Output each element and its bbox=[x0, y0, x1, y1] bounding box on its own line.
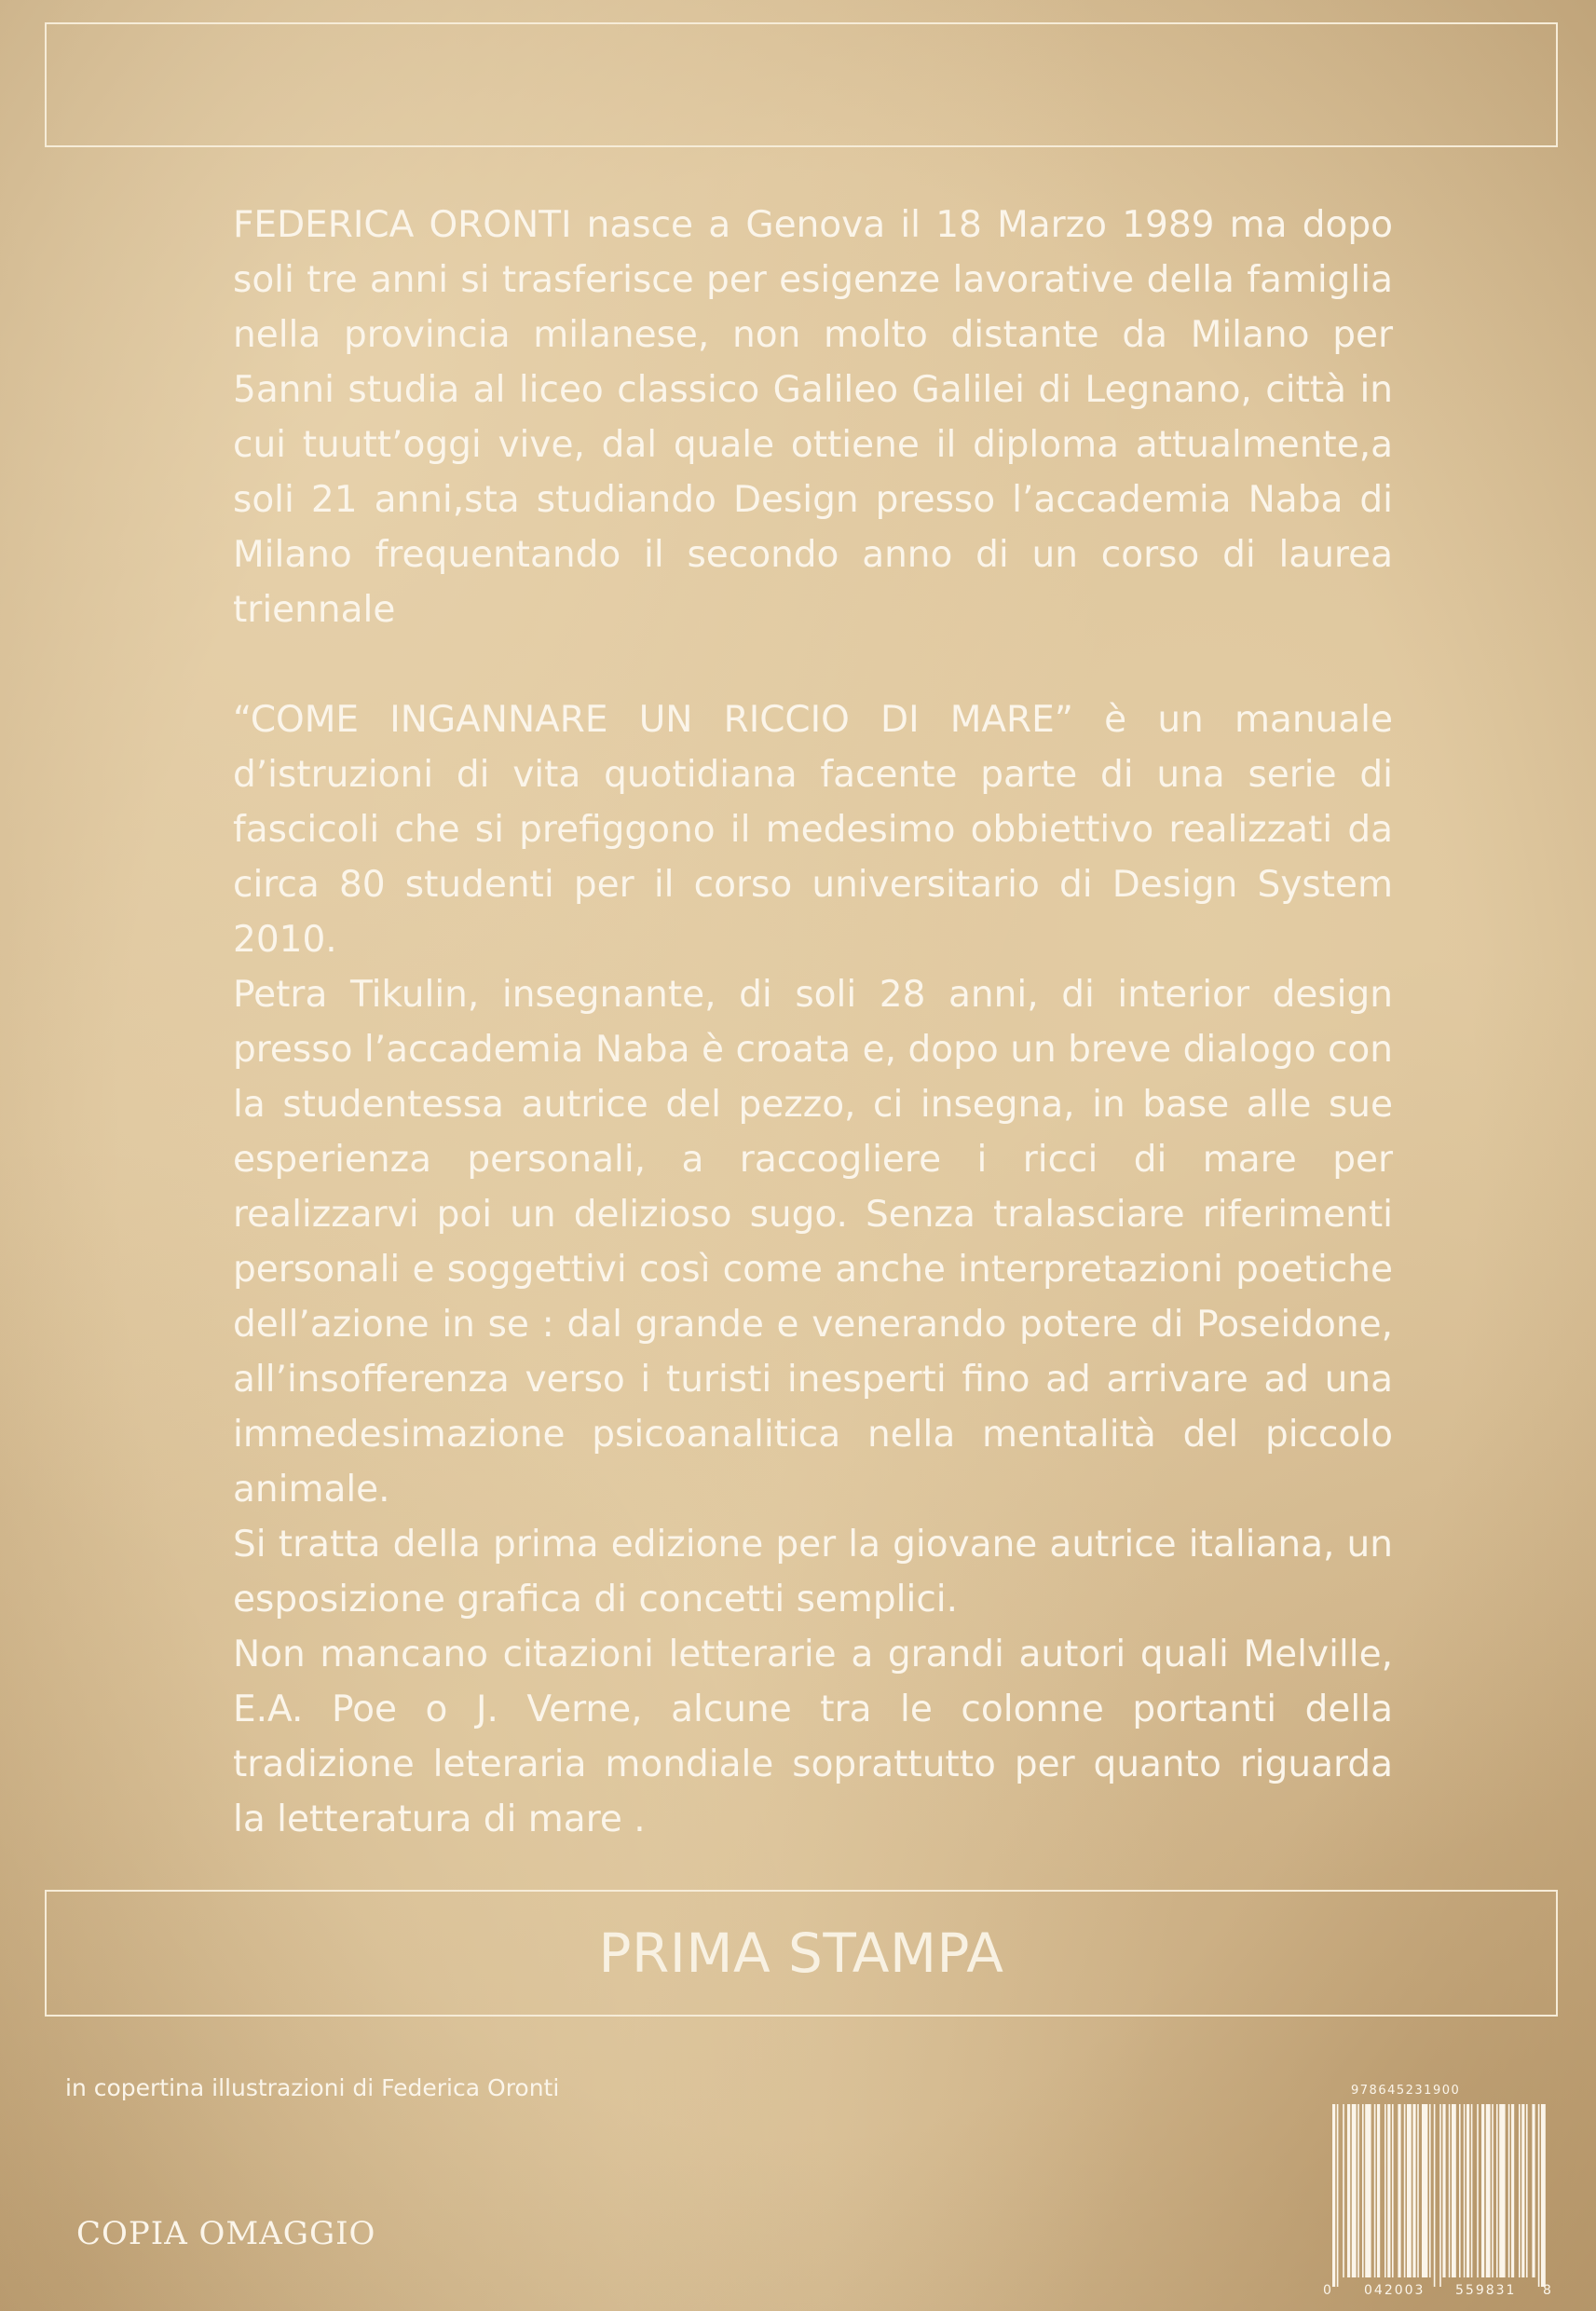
teacher-paragraph: Petra Tikulin, insegnante, di soli 28 anni, di interior design presso l’accademia Naba è croata e, dopo un breve dialogo con la studentessa autrice del pezzo, ci insegna, in base alle sue esperienza personali, a raccogliere i ricci di mare per realizzarvi poi un delizioso sugo. Senza tralasciare riferimenti personali e soggettivi così come anche interpretazioni poetiche dell’azione in se : dal grande e venerando potere di Poseidone, all’insofferenza verso i turisti inesperti fino ad arrivare ad una immedesimazione psicoanalitica nella mentalità del piccolo animale. bbox=[233, 974, 1393, 1511]
cover-credit: in copertina illustrazioni di Federica Oronti bbox=[65, 2074, 560, 2101]
back-cover-text bbox=[233, 198, 1393, 1847]
paragraph-gap bbox=[233, 637, 1393, 692]
copia-omaggio-label: COPIA OMAGGIO bbox=[76, 2215, 376, 2252]
author-bio-paragraph: FEDERICA ORONTI nasce a Genova il 18 Marzo 1989 ma dopo soli tre anni si trasferisce per esigenze lavorative della famiglia nella provincia milanese, non molto distante da Milano per 5anni studia al liceo classico Galileo Galilei di Legnano, città in cui tuutt’oggi vive, dal quale ottiene il diploma attualmente,a soli 21 anni,sta studiando Design presso l’accademia Naba di Milano frequentando il secondo anno di un corso di laurea triennale bbox=[233, 204, 1393, 631]
barcode bbox=[1323, 2084, 1554, 2307]
barcode-bars-icon bbox=[1323, 2104, 1554, 2287]
barcode-top-number: 978645231900 bbox=[1351, 2084, 1461, 2098]
stampa-box bbox=[45, 1890, 1558, 2017]
book-description-paragraph: “COME INGANNARE UN RICCIO DI MARE” è un manuale d’istruzioni di vita quotidiana facente parte di una serie di fascicoli che si prefiggono il medesimo obbiettivo realizzati da circa 80 studenti per il corso universitario di Design System 2010. bbox=[233, 699, 1393, 961]
edition-paragraph: Si tratta della prima edizione per la giovane autrice italiana, un esposizione grafica di concetti semplici. bbox=[233, 1524, 1393, 1620]
barcode-digit-left: 0 bbox=[1323, 2283, 1333, 2298]
barcode-group-1: 042003 bbox=[1364, 2283, 1425, 2298]
prima-stampa-title: PRIMA STAMPA bbox=[598, 1921, 1004, 1985]
barcode-digit-right: 8 bbox=[1543, 2283, 1553, 2298]
top-border-frame bbox=[45, 22, 1558, 147]
citations-paragraph: Non mancano citazioni letterarie a grandi autori quali Melville, E.A. Poe o J. Verne, alcune tra le colonne portanti della tradizione leteraria mondiale soprattutto per quanto riguarda la letteratura di mare . bbox=[233, 1634, 1393, 1840]
barcode-group-2: 559831 bbox=[1455, 2283, 1517, 2298]
